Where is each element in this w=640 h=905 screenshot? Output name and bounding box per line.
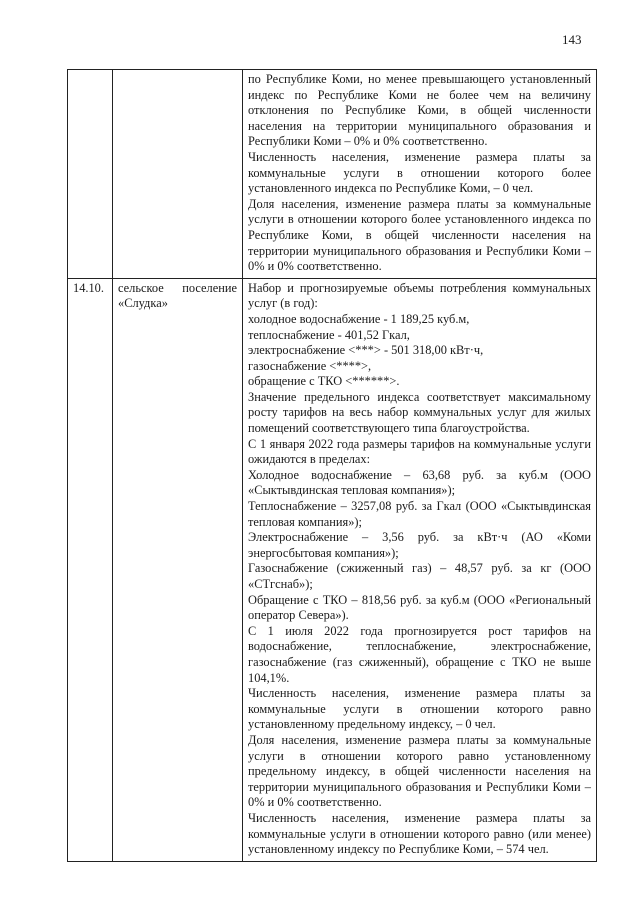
settlement-cell xyxy=(113,70,243,279)
row-number-cell: 14.10. xyxy=(68,278,113,861)
paragraph: холодное водоснабжение - 1 189,25 куб.м, xyxy=(248,311,470,326)
row-number-cell xyxy=(68,70,113,279)
paragraph: Численность населения, изменение размера платы за коммунальные услуги в отношении которого более установленного индекса по Республике Коми, – 0 чел. xyxy=(248,149,591,196)
paragraph: Численность населения, изменение размера платы за коммунальные услуги в отношении которого равно установленному предельному индексу, – 0 чел. xyxy=(248,686,591,732)
paragraph: Значение предельного индекса соответствует максимальному росту тарифов на весь набор коммунальных услуг для жилых помещений соответствующего типа благоустройства. xyxy=(248,389,591,436)
paragraph: С 1 января 2022 года размеры тарифов на коммунальные услуги ожидаются в пределах: xyxy=(248,436,591,467)
paragraph: Холодное водоснабжение – 63,68 руб. за куб.м (ООО «Сыктывдинская тепловая компания»); xyxy=(248,467,591,498)
paragraph: обращение с ТКО <******>. xyxy=(248,374,400,389)
paragraph: электроснабжение <***> - 501 318,00 кВт·ч, xyxy=(248,343,484,358)
paragraph: Набор и прогнозируемые объемы потребления коммунальных услуг (в год): xyxy=(248,280,591,311)
paragraph: Газоснабжение (сжиженный газ) – 48,57 руб. за кг (ООО «СТгснаб»); xyxy=(248,561,591,591)
paragraph: Доля населения, изменение размера платы за коммунальные услуги в отношении которого равно установленному предельному индексу, в общей численности населения на территории муниципального образования и Республики Коми – 0% и 0% соответственно. xyxy=(248,732,591,810)
paragraph: по Республике Коми, но менее превышающего установленный индекс по Республике Коми не более чем на величину отклонения по Республике Коми, в общей численности населения на территории муниципального образования и Республики Коми – 0% и 0% соответственно. xyxy=(248,72,591,149)
paragraph: Численность населения, изменение размера платы за коммунальные услуги в отношении которого равно (или менее) установленному индексу по Республике Коми, – 574 чел. xyxy=(248,810,591,857)
description-cell xyxy=(243,278,597,861)
paragraph: Обращение с ТКО – 818,56 руб. за куб.м (ООО «Региональный оператор Севера»). xyxy=(248,592,591,623)
table-row xyxy=(68,70,597,279)
page-number: 143 xyxy=(562,32,582,47)
paragraph: С 1 июля 2022 года прогнозируется рост тарифов на водоснабжение, теплоснабжение, электроснабжение, газоснабжение (газ сжиженный), обращение с ТКО не выше 104,1%. xyxy=(248,623,591,685)
paragraph: Теплоснабжение – 3257,08 руб. за Гкал (ООО «Сыктывдинская тепловая компания»); xyxy=(248,499,591,529)
paragraph: газоснабжение <****>, xyxy=(248,358,372,373)
table-row xyxy=(68,278,597,861)
paragraph: теплоснабжение - 401,52 Гкал, xyxy=(248,327,410,342)
tariff-table xyxy=(67,69,597,862)
paragraph: Доля населения, изменение размера платы за коммунальные услуги в отношении которого более установленного индекса по Республике Коми, в общей численности населения на территории муниципального образования и Республики Коми – 0% и 0% соответственно. xyxy=(248,196,591,274)
description-cell xyxy=(243,70,597,279)
paragraph: Электроснабжение – 3,56 руб. за кВт·ч (АО «Коми энергосбытовая компания»); xyxy=(248,530,591,560)
settlement-cell: сельское поселение «Слудка» xyxy=(113,278,243,861)
